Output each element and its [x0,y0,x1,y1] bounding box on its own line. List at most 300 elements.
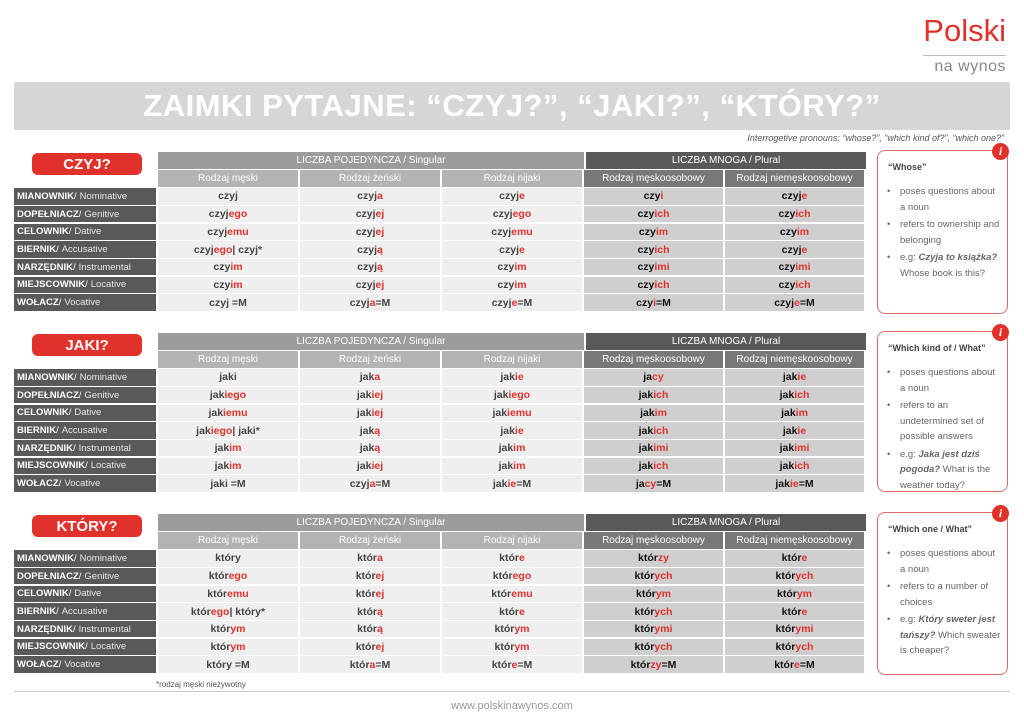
form-cell [158,475,298,492]
form-stem: jak [492,477,508,490]
form-ending: zy [650,658,662,671]
form-ending: ie [514,424,524,437]
form-cell [442,277,582,294]
table-row [14,550,866,567]
form-stem: jak [196,424,211,437]
form-cell [158,224,298,241]
case-name-pl: BIERNIK [17,425,57,436]
form-ending: ą [377,623,383,636]
form-cell [584,475,723,492]
form-cell [300,369,440,386]
gender-header: Rodzaj niemęskoosobowy [725,532,864,549]
form-ending: ym [796,587,813,600]
logo [923,14,1006,76]
form-stem: jak [782,371,798,384]
form-cell [584,241,723,258]
form-ending: imi [653,442,669,455]
form-stem: jak [638,424,654,437]
case-name-pl: MIANOWNIK [17,552,74,564]
form-cell [725,656,864,673]
form-cell [584,568,723,585]
info-point: • refers to ownership and belonging [900,217,1001,248]
form-cell [300,656,440,673]
form-ending: ich [654,278,670,291]
form-ending: iemu [507,406,532,419]
plural-header: LICZBA MNOGA / Plural [586,514,866,531]
form-stem: czyj [355,208,376,221]
case-label [14,568,156,585]
case-separator: / [74,371,77,383]
form-ending: zy [657,552,669,565]
form-ending: ich [653,424,669,437]
form-cell [158,241,298,258]
form-ending: ych [795,640,814,653]
form-suffix: =M [798,477,814,490]
info-list [878,546,1007,659]
form-cell [442,440,582,457]
form-ending: ie [797,424,807,437]
form-stem: któr [774,658,795,671]
form-stem: czyj [355,278,376,291]
case-name-en: Nominative [79,371,128,383]
form-ending: e [519,243,525,256]
form-stem: czyj [355,225,376,238]
info-list [878,184,1007,281]
case-label [14,294,156,311]
form-ending: iej [371,406,384,419]
form-stem: któr [635,587,656,600]
form-stem: któr [775,570,796,583]
case-name-en: Accusative [61,425,108,436]
form-cell [300,603,440,620]
case-label [14,550,156,567]
form-stem: jak [498,459,514,472]
form-ending: ego [210,605,230,618]
form-cell [300,224,440,241]
form-ending: e [801,605,808,618]
form-ending: ym [514,640,530,653]
case-label [14,259,156,276]
table-row [14,241,866,258]
case-name-pl: MIANOWNIK [17,371,74,383]
form-cell [442,475,582,492]
footer-url[interactable]: www.polskinawynos.com [451,700,573,712]
table-row [14,639,866,656]
form-stem: czy [778,278,796,291]
form-cell [442,458,582,475]
form-ending: ych [795,570,814,583]
form-ending: ych [654,640,673,653]
form-cell [158,422,298,439]
info-icon: i [992,505,1009,522]
form-stem: któr [207,587,228,600]
table-row [14,656,866,673]
table-row [14,586,866,603]
case-label [14,206,156,223]
form-stem: któr [776,587,797,600]
case-name-pl: BIERNIK [17,606,57,617]
form-ending: ie [797,371,807,384]
case-label [14,387,156,404]
info-box [877,144,1008,314]
form-stem: jak [638,459,654,472]
logo-divider [923,55,1006,56]
case-name-en: Nominative [79,552,128,564]
form-stem: czyj [499,190,519,203]
case-name-pl: CELOWNIK [17,588,69,600]
case-label [14,224,156,241]
form-cell [442,586,582,603]
form-ending: e [519,605,525,618]
form-ending: im [514,261,527,274]
form-stem: jak [356,389,372,402]
case-separator: / [58,478,62,490]
plural-header: LICZBA MNOGA / Plural [586,152,866,169]
case-separator: / [56,606,59,617]
form-cell [300,586,440,603]
form-stem: jak [356,406,372,419]
form-ending: iemu [223,406,248,419]
form-stem: czy [497,278,515,291]
case-label [14,586,156,603]
form-stem: któr [208,570,229,583]
case-separator: / [85,279,88,291]
form-stem: jaki =M [210,477,246,490]
case-label [14,475,156,492]
table-row [14,369,866,386]
form-ending: im [514,278,527,291]
gender-header-row [158,170,866,187]
form-suffix: =M [655,296,671,309]
form-stem: jak [356,459,372,472]
example-label: e.g: [900,614,919,625]
form-stem: czy [497,261,515,274]
case-label [14,188,156,205]
form-ending: im [655,225,669,238]
form-ending: ich [794,459,810,472]
form-ending: iej [371,459,384,472]
case-separator: / [68,588,72,600]
form-stem: czyj [499,243,519,256]
form-stem: jak [640,406,655,419]
form-stem: któr [634,623,655,636]
case-separator: / [58,659,62,671]
gender-header: Rodzaj żeński [300,170,440,187]
form-cell [725,603,864,620]
form-ending: e [511,296,518,309]
form-stem: czyj [208,208,229,221]
pronoun-table [14,152,866,311]
form-suffix: =M [799,296,815,309]
form-ending: ie [507,477,517,490]
singular-header: LICZBA POJEDYNCZA / Singular [158,514,584,531]
form-stem: któr [357,552,377,565]
page-title: ZAIMKI PYTAJNE: “CZYJ?”, “JAKI?”, “KTÓRY?” [143,88,881,123]
form-ending: e [519,552,525,565]
form-ending: iego [508,389,531,402]
form-suffix: =M [375,658,391,671]
form-stem: któr [355,570,376,583]
gender-header: Rodzaj żeński [300,532,440,549]
form-cell [725,550,864,567]
case-name-pl: DOPEŁNIACZ [17,389,79,401]
form-ending: ie [514,371,524,384]
case-name-en: Vocative [64,478,101,490]
case-name-en: Locative [90,460,127,472]
form-cell [725,621,864,638]
page-subtitle: Interrogetive pronouns: “whose?”, “which kind of?”, “which one?” [747,133,1004,143]
form-ending: ą [377,243,383,256]
case-name-pl: CELOWNIK [17,226,69,238]
case-name-en: Dative [74,407,102,419]
case-separator: / [68,407,72,419]
form-stem: jak [359,371,375,384]
form-ending: imi [794,442,810,455]
case-name-pl: CELOWNIK [17,407,69,419]
case-name-pl: NARZĘDNIK [17,623,73,635]
form-ending: a [369,477,376,490]
gender-header: Rodzaj nijaki [442,532,582,549]
form-stem: czy [213,261,231,274]
form-ending: ymi [795,623,814,636]
pronoun-table [14,333,866,492]
form-cell [725,639,864,656]
form-cell [300,621,440,638]
form-ending: ego [228,208,248,221]
form-stem: jak [498,442,514,455]
form-suffix: =M [517,658,533,671]
form-stem: jak [214,442,230,455]
form-cell [300,639,440,656]
form-cell [442,369,582,386]
form-stem: któr [499,605,519,618]
case-separator: / [85,641,88,653]
form-cell [584,656,723,673]
form-ending: e [519,190,525,203]
form-cell [158,639,298,656]
form-ending: im [513,442,526,455]
gender-header: Rodzaj męskoosobowy [584,351,723,368]
form-ending: emu [227,225,249,238]
form-cell [158,568,298,585]
form-ending: e [801,552,808,565]
case-name-en: Locative [90,641,127,653]
form-stem: jak [779,389,795,402]
title-bar [14,82,1010,130]
form-stem: czyj [349,296,370,309]
form-stem: czyj [357,261,377,274]
form-cell [158,206,298,223]
form-cell [725,224,864,241]
singular-header: LICZBA POJEDYNCZA / Singular [158,333,584,350]
form-cell [158,259,298,276]
form-ending: ej [375,225,385,238]
form-stem: czyj [491,296,512,309]
case-separator: / [85,460,88,472]
case-name-en: Dative [74,588,102,600]
case-name-pl: MIEJSCOWNIK [17,641,86,653]
case-label [14,458,156,475]
form-stem: czy [636,296,654,309]
case-label [14,241,156,258]
form-cell [725,475,864,492]
form-stem: jak [779,459,795,472]
case-name-pl: WOŁACZ [17,659,59,671]
form-cell [725,206,864,223]
form-stem: któr [355,587,376,600]
form-ending: e [794,296,800,309]
form-cell [158,458,298,475]
form-ending: i [660,190,664,203]
form-suffix: =M [656,477,672,490]
form-stem: czy [213,278,231,291]
gender-header: Rodzaj nijaki [442,170,582,187]
form-ending: ich [654,208,670,221]
table-row [14,188,866,205]
form-ending: ego [512,570,532,583]
form-stem: czyj [218,190,238,203]
form-cell [584,405,723,422]
example-polish: Jaka jest dziś pogoda? [900,448,980,475]
form-ending: ich [794,389,810,402]
form-cell [442,294,582,311]
case-name-en: Accusative [61,606,108,617]
form-cell [300,405,440,422]
table-row [14,387,866,404]
form-cell [158,621,298,638]
number-header-row [158,333,866,350]
form-cell [158,656,298,673]
case-separator: / [74,190,77,202]
form-stem: czyj [357,190,377,203]
gender-header: Rodzaj męski [158,170,298,187]
case-label [14,405,156,422]
gender-header: Rodzaj żeński [300,351,440,368]
form-stem: który =M [206,658,250,671]
info-point: • poses questions about a noun [900,184,1001,215]
form-stem: czy [643,190,661,203]
table-row [14,422,866,439]
info-point: • refers to a number of choices [900,579,1001,610]
form-stem: ja [643,371,653,384]
form-cell [584,369,723,386]
form-cell [584,422,723,439]
case-name-pl: WOŁACZ [17,297,59,309]
form-stem: jak [638,389,654,402]
form-cell [584,206,723,223]
form-cell [725,440,864,457]
form-stem: czy [637,208,655,221]
form-cell [442,422,582,439]
singular-header: LICZBA POJEDYNCZA / Singular [158,152,584,169]
form-suffix: =M [516,477,532,490]
case-name-en: Accusative [61,244,108,255]
case-separator: / [72,442,76,454]
info-box [877,506,1008,675]
form-cell [725,387,864,404]
form-ending: ym [230,623,246,636]
form-stem: któr [494,623,515,636]
table-row [14,259,866,276]
form-stem: czyj =M [209,296,247,309]
form-suffix: =M [517,296,533,309]
form-ending: im [229,459,242,472]
case-name-pl: MIEJSCOWNIK [17,460,86,472]
form-stem: jak [208,406,224,419]
form-stem: któr [630,658,651,671]
case-separator: / [58,297,62,309]
form-stem: czyj [357,243,377,256]
form-ending: ej [375,570,385,583]
form-cell [725,568,864,585]
form-ending: im [654,406,667,419]
case-name-en: Instrumental [78,261,131,273]
form-ending: emu [511,587,533,600]
example-label: e.g: [900,448,919,460]
footnote: *rodzaj męski nieżywotny [156,680,246,689]
form-ending: ych [654,605,673,618]
form-cell [158,586,298,603]
form-stem: czyj [491,225,512,238]
case-label [14,422,156,439]
logo-main: Polski [923,13,1006,48]
case-separator: / [72,623,76,635]
case-separator: / [68,226,72,238]
info-example [900,250,1001,281]
case-name-en: Vocative [64,297,101,309]
table-row [14,405,866,422]
case-label [14,621,156,638]
case-label [14,369,156,386]
form-cell [725,586,864,603]
form-stem: jaki [219,371,237,384]
info-icon: i [992,324,1009,341]
form-cell [584,387,723,404]
case-name-pl: MIANOWNIK [17,190,74,202]
form-suffix: | który* [229,605,266,618]
form-cell [300,440,440,457]
form-ending: iego [210,424,233,437]
number-header-row [158,514,866,531]
form-cell [725,405,864,422]
table-row [14,440,866,457]
form-ending: cy [652,371,664,384]
gender-header: Rodzaj niemęskoosobowy [725,170,864,187]
form-stem: któr [357,605,377,618]
form-cell [725,294,864,311]
form-cell [300,458,440,475]
form-stem: któr [634,605,655,618]
form-cell [584,188,723,205]
form-cell [584,259,723,276]
case-separator: / [72,261,76,273]
form-ending: e [794,658,800,671]
example-english: Whose book is this? [900,267,986,279]
form-ending: imi [795,261,811,274]
form-cell [584,224,723,241]
form-cell [442,405,582,422]
case-name-pl: DOPEŁNIACZ [17,208,79,220]
table-row [14,603,866,620]
form-stem: któr [349,658,370,671]
form-ending: ich [653,459,669,472]
form-ending: iego [224,389,247,402]
form-ending: emu [511,225,533,238]
form-stem: jak [492,406,508,419]
form-stem: któr [491,658,512,671]
form-suffix: =M [375,296,391,309]
form-ending: iej [371,389,384,402]
